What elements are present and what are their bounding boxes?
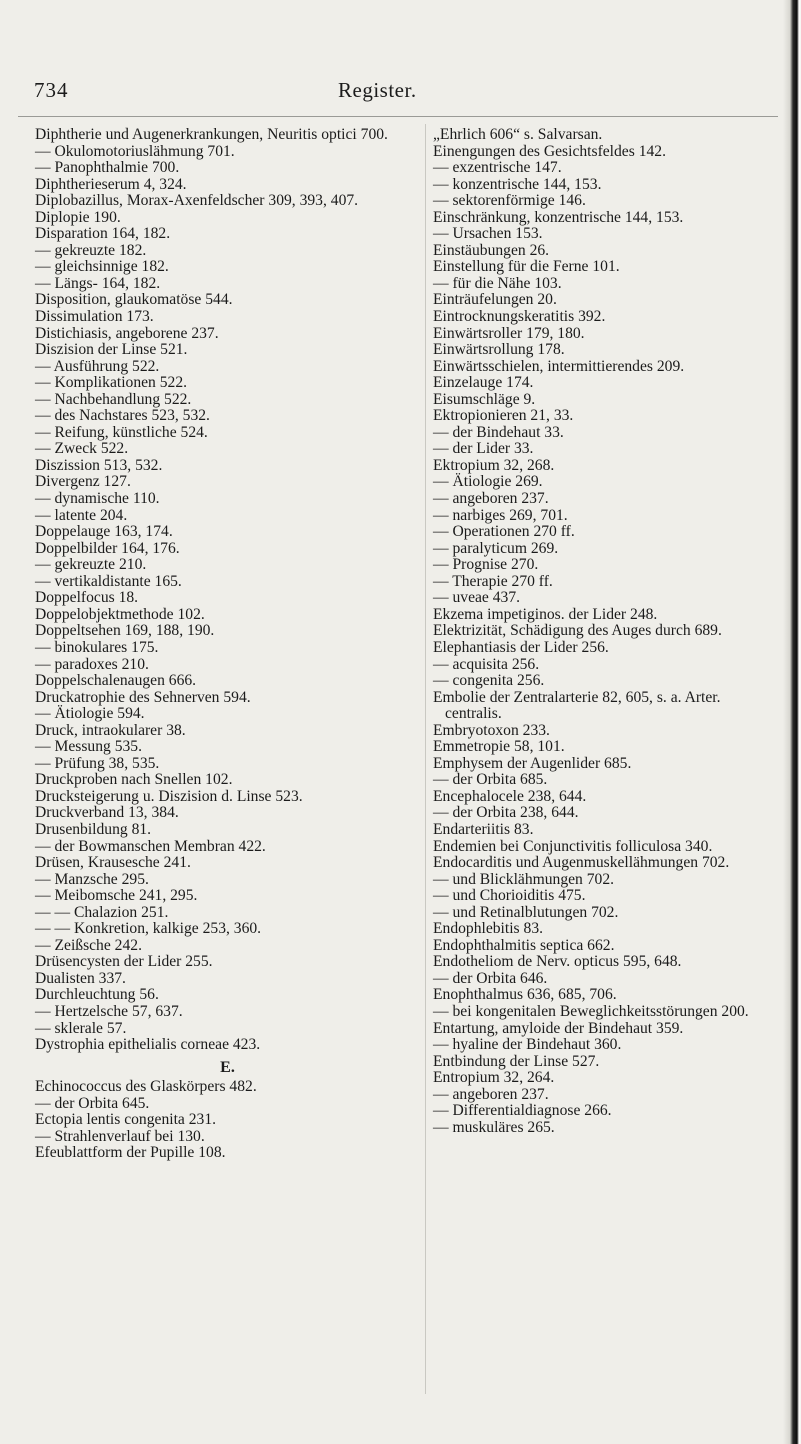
index-entry: Disparation 164, 182. (35, 225, 171, 243)
index-entry: — muskuläres 265. (433, 1118, 555, 1136)
index-entry: — acquisita 256. (433, 655, 540, 673)
index-entry: — Therapie 270 ff. (433, 572, 553, 590)
page-number: 734 (34, 78, 69, 102)
index-entry: — Differentialdiagnose 266. (433, 1102, 612, 1120)
index-column-left (35, 127, 420, 1162)
index-entry: — congenita 256. (433, 672, 545, 690)
index-entry: Einwärtsschielen, intermittierendes 209. (433, 357, 685, 375)
index-entry: Endophlebitis 83. (433, 920, 544, 938)
index-entry: — Manzsche 295. (35, 870, 149, 888)
index-entry: — angeboren 237. (433, 490, 549, 508)
index-entry: — der Bindehaut 33. (433, 423, 564, 441)
index-entry: Diplobazillus, Morax-Axenfeldscher 309, 393, 407. (35, 192, 359, 210)
index-entry: Doppelbilder 164, 176. (35, 539, 180, 557)
index-entry: — dynamische 110. (35, 490, 160, 508)
index-entry: Distichiasis, angeborene 237. (35, 324, 219, 342)
index-entry: Diszission 513, 532. (35, 456, 163, 474)
index-entry: — und Retinalblutungen 702. (433, 903, 619, 921)
index-entry: — Komplikationen 522. (35, 374, 188, 392)
index-entry: — angeboren 237. (433, 1085, 549, 1103)
index-entry: — Ursachen 153. (433, 225, 543, 243)
index-entry: Ectopia lentis congenita 231. (35, 1111, 217, 1129)
index-entry: — Zeißsche 242. (35, 936, 142, 954)
index-entry: — Ätiologie 269. (433, 473, 543, 491)
header-rule (18, 116, 778, 117)
index-entry: — Messung 535. (35, 738, 142, 756)
index-entry: — für die Nähe 103. (433, 274, 562, 292)
index-entry: Entbindung der Linse 527. (433, 1052, 600, 1070)
index-entry: — der Orbita 238, 644. (433, 804, 579, 822)
index-entry: Doppelfocus 18. (35, 589, 139, 607)
index-entry: Doppelschalenaugen 666. (35, 672, 197, 690)
index-entry: Diplopie 190. (35, 208, 121, 226)
index-entry: Ekzema impetiginos. der Lider 248. (433, 605, 658, 623)
index-entry: Einschränkung, konzentrische 144, 153. (433, 208, 684, 226)
index-entry: Dualisten 337. (35, 969, 126, 987)
index-entry: — Strahlenverlauf bei 130. (35, 1127, 205, 1145)
index-entry: Doppelauge 163, 174. (35, 523, 173, 541)
index-entry: — bei kongenitalen Beweglichkeitsstörungen 200. (433, 1002, 749, 1020)
index-entry: — Ausführung 522. (35, 357, 160, 375)
index-entry: — Zweck 522. (35, 440, 129, 458)
index-entry: — — Chalazion 251. (35, 903, 169, 921)
index-entry: Einträufelungen 20. (433, 291, 557, 309)
index-entry: Durchleuchtung 56. (35, 986, 159, 1004)
column-divider (425, 124, 426, 1394)
page-edge-shadow (783, 0, 801, 1444)
index-entry: — konzentrische 144, 153. (433, 175, 602, 193)
index-entry: Druck, intraokularer 38. (35, 721, 186, 739)
index-entry: Eintrocknungskeratitis 392. (433, 308, 606, 326)
index-entry: Endemien bei Conjunctivitis folliculosa 340. (433, 837, 713, 855)
index-entry: — Panophthalmie 700. (35, 159, 180, 177)
index-entry: — der Orbita 685. (433, 771, 548, 789)
index-column-right (433, 127, 773, 1136)
index-entry: — Prognise 270. (433, 556, 539, 574)
index-entry: Encephalocele 238, 644. (433, 787, 587, 805)
index-entry: — Reifung, künstliche 524. (35, 423, 208, 441)
running-head: Register. (338, 78, 417, 102)
index-entry: Diphtherieserum 4, 324. (35, 175, 187, 193)
index-entry: „Ehrlich 606“ s. Salvarsan. (433, 126, 603, 143)
index-entry: Enophthalmus 636, 685, 706. (433, 986, 617, 1004)
index-entry: Einstellung für die Ferne 101. (433, 258, 620, 276)
index-entry: Endarteriitis 83. (433, 820, 534, 838)
index-entry: — vertikaldistante 165. (35, 572, 182, 590)
index-entry: Efeublattform der Pupille 108. (35, 1144, 226, 1162)
index-entry: — und Blicklähmungen 702. (433, 870, 615, 888)
index-entry: Emmetropie 58, 101. (433, 738, 565, 756)
index-entry: Einwärtsroller 179, 180. (433, 324, 585, 342)
index-entry: — exzentrische 147. (433, 159, 562, 177)
index-entry: — und Chorioiditis 475. (433, 887, 586, 905)
index-entry: Embolie der Zentralarterie 82, 605, s. a. Arter. centralis. (433, 688, 721, 723)
index-entry: — Ätiologie 594. (35, 705, 145, 723)
index-entry: Emphysem der Augenlider 685. (433, 754, 632, 772)
index-entry: Einstäubungen 26. (433, 241, 550, 259)
index-entry: Endophthalmitis septica 662. (433, 936, 615, 954)
index-entry: — Meibomsche 241, 295. (35, 887, 198, 905)
index-entry: Dissimulation 173. (35, 308, 154, 326)
section-letter: E. (220, 1058, 235, 1076)
index-entry: — der Orbita 646. (433, 969, 548, 987)
index-entry: — Okulomotoriuslähmung 701. (35, 142, 235, 160)
index-entry: Entartung, amyloide der Bindehaut 359. (433, 1019, 684, 1037)
index-entry: — gekreuzte 210. (35, 556, 147, 574)
index-entry: Echinococcus des Glaskörpers 482. (35, 1078, 257, 1096)
index-entry: Diszision der Linse 521. (35, 341, 188, 359)
index-entry: Disposition, glaukomatöse 544. (35, 291, 233, 309)
index-entry: Einwärtsrollung 178. (433, 341, 565, 359)
index-entry: — narbiges 269, 701. (433, 506, 568, 524)
index-entry: Druckatrophie des Sehnerven 594. (35, 688, 251, 706)
index-entry: — sklerale 57. (35, 1019, 127, 1037)
index-entry: Druckverband 13, 384. (35, 804, 179, 822)
index-entry: — Hertzelsche 57, 637. (35, 1002, 183, 1020)
index-entry: Einzelauge 174. (433, 374, 534, 392)
index-entry: Doppeltsehen 169, 188, 190. (35, 622, 215, 640)
index-entry: Dystrophia epithelialis corneae 423. (35, 1036, 261, 1054)
index-entry: Endocarditis und Augenmuskellähmungen 702. (433, 854, 730, 872)
index-entry: — Operationen 270 ff. (433, 523, 575, 541)
index-entry: Drüsencysten der Lider 255. (35, 953, 213, 971)
index-entry: — gekreuzte 182. (35, 241, 147, 259)
index-entry: — hyaline der Bindehaut 360. (433, 1036, 622, 1054)
index-entry: — Prüfung 38, 535. (35, 754, 160, 772)
index-entry: — der Bowmanschen Membran 422. (35, 837, 266, 855)
index-entry: Druckproben nach Snellen 102. (35, 771, 233, 789)
index-entry: — uveae 437. (433, 589, 521, 607)
index-entry: — gleichsinnige 182. (35, 258, 169, 276)
index-entry: — der Orbita 645. (35, 1094, 150, 1112)
index-entry: Ektropium 32, 268. (433, 456, 555, 474)
index-entry: Einengungen des Gesichtsfeldes 142. (433, 142, 666, 160)
index-entry: Divergenz 127. (35, 473, 131, 491)
index-entry: — paralyticum 269. (433, 539, 559, 557)
index-entry: — des Nachstares 523, 532. (35, 407, 210, 425)
index-entry: — Nachbehandlung 522. (35, 390, 192, 408)
index-entry: Drüsen, Krausesche 241. (35, 854, 191, 872)
index-entry: — Längs- 164, 182. (35, 274, 161, 292)
index-entry: Diphtherie und Augenerkrankungen, Neuritis optici 700. (35, 126, 388, 143)
index-entry: Drucksteigerung u. Diszision d. Linse 523. (35, 787, 303, 805)
index-entry: — — Konkretion, kalkige 253, 360. (35, 920, 262, 938)
index-entry: Embryotoxon 233. (433, 721, 550, 739)
index-entry: Doppelobjektmethode 102. (35, 605, 205, 623)
index-entry: Eisumschläge 9. (433, 390, 536, 408)
index-entry: — binokulares 175. (35, 638, 159, 656)
index-entry: — paradoxes 210. (35, 655, 149, 673)
index-entry: — latente 204. (35, 506, 128, 524)
index-entry: — der Lider 33. (433, 440, 534, 458)
index-entry: Endotheliom de Nerv. opticus 595, 648. (433, 953, 682, 971)
index-entry: — sektorenförmige 146. (433, 192, 586, 210)
index-entry: Elektrizität, Schädigung des Auges durch 689. (433, 622, 722, 640)
index-entry: Ektropionieren 21, 33. (433, 407, 574, 425)
index-entry: Drusenbildung 81. (35, 820, 152, 838)
index-entry: Entropium 32, 264. (433, 1069, 555, 1087)
index-entry: Elephantiasis der Lider 256. (433, 638, 609, 656)
